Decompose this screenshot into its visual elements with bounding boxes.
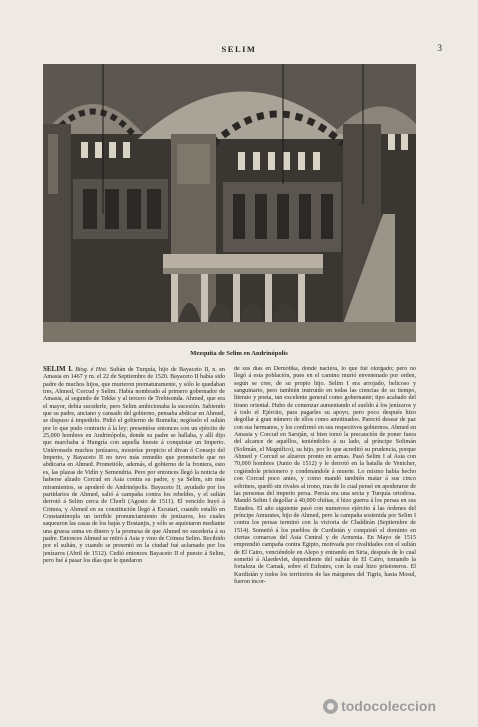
page-number: 3 [437,43,442,53]
mosque-interior-photo [43,64,416,342]
text-column-left [43,366,225,690]
entry-abbreviation: Biog. é Hist. [75,367,108,373]
entry-text-part-1: Sultán de Turquía, hijo de Bayaceto II, n. en Amasia en 1467 y m. el 22 de Septiembre de 1520. Bayaceto II había sido padre de muchos hijos, que murieron prematuramente, y sólo le quedaban tres, Ahmed, Corcud y Selim. Había nombrado al primero gobernador de Amasia, al segundo de Tekke y al tercero de Trebisonda. Ahmed, que era el mayor, debía sucederle, pero Selim ambicionaba la sucesión. Sabiendo que su padre, anciano y cansado del gobierno, pensaba abdicar en Ahmed, se dispuso á impedirlo. Pidió el gobierno de Rumelia; negóselo el sultán por lo que pudo contrario á la ley; presentóse entonces con un ejército de 25,000 hombres en Andrinópolis, donde su padre se hallaba, y allí dijo que marchaba á Hungría con aquella hueste á conquistar un Imperio. Uniéronsele muchos jenízaros, mostróse propicio el divan ó Consejo del Imperio, y Bayaceto II no tuvo más remedio que prometerle que no abdicaría en Ahmed. Prometióle, además, el gobierno de la frontera, esto es, las plazas de Vidín y Semendria. Pero por entonces llegó la noticia de haberse alzado Corcud en Asia contra su padre, y ya Selim, sin más miramientos, se apoderó de Andrinópolis. Bayaceto II, ayudado por los partidarios de Ahmed, salió á campaña contra los rebeldes, y el sultán derrotó á Selim cerca de Chorli (Agosto de 1511). El vencido huyó á Crimea, y Ahmed en su constitución llegó á Escutari, cuando estalló en Constantinopla un terrible pronunciamiento de jenízaros, los cuales saquearon las casas de los bajás y Bostanjis, y sólo se aquietaron mediante una gruesa suma en dinero y la promesa de que Ahmed no sucedería á su padre. Entonces Ahmed se retiró á Asia y vino de Crimea Selim. Recibido por el sultán, y cuando se presentó en la ciudad fué aclamado por los jenízaros (Abril de 1512). Cedió entonces Bayaceto II el puesto á Selim, pero fué á pasar los días que le quedaron [43,367,225,564]
watermark-logo-icon [323,699,338,714]
running-head-title: SELIM [221,44,257,54]
entry-headword: SELIM I. [43,366,73,373]
article-body [43,366,416,690]
watermark [323,698,436,714]
entry-text-part-2: de sus días en Demótika, donde naciera, lo que fué otorgado; pero no llegó á esta población, pues en el camino murió envenenado por orden, según se cree, de su propio hijo. Selim I era arrojado, belicoso y sanguinario, pero también instruido en todas las ciencias de su tiempo, literato y poeta, tan excelente general como gobernante; tipo acabado del tirano oriental. Hubo de comenzar aumentando el sueldo á los jenízaros y á todo el Ejército, para pagarles su apoyo, pero poco después hizo degollar á gran número de ellos como amotinados. Pareció desear de paz con sus hermanos, y los confirmó en sus respectivos gobiernos. Ahmed en Amasia y Corcud en Saruján, si bien tomó la precaución de poner fuera del alcance de aquéllos, teniéndolos á su lado, al príncipe Solimán (Solimán, el Magnífico), su hijo, por lo que acreditó su prudencia, porque Ahmed y Corcud se alzaron pronto en armas. Pasó Selim I al Asia con 70,000 hombres (Junio de 1512) y le derrotó en la batalla de Yenicher, cogiéndole prisionero y condenándole á muerte. Lo mismo había hecho con Corcud poco antes, y como mandó también matar á sus cinco sobrinos, quedó sin rivales al trono, tras de lo cual pensó en apoderarse de las personas del imperio persa. Persia era una secta y Turquía ortodoxa. Mandó Selim I degollar á 40,000 chiítas, é hizo guerra á los persas en sus Estados. El año siguiente pasó con numeroso ejército á las órdenes del príncipe Amurates, hijo de Ahmed, pero la campaña sostenida por Selim I contra los persas terminó con la victoria de Chaldirán (Septiembre de 1514). Sometió á los pueblos de Curdistán y conquistó el dominio en ciertas comarcas del Asia Central y de Armenia. En Mayo de 1515 emprendió campaña contra Egipto, motivada por rivalidades con el sultán de El Cairo, venciéndole en Alepo y entrando en Siria, después de lo cual sometió á Alaedevlet, dependiente del sultán de El Cairo, tomando la fortaleza de Camak, sobre el Eufrates, con la cual hizo prisioneros. El Kurdistán y todos los territorios de las márgenes del Tigris, hasta Mosul, fueron incor- [234,366,416,585]
text-column-right [234,366,416,690]
entry-paragraph [43,366,225,565]
watermark-text: todocoleccion [341,698,436,714]
figure-caption: Mezquita de Selim en Andrinópolis [190,350,288,357]
